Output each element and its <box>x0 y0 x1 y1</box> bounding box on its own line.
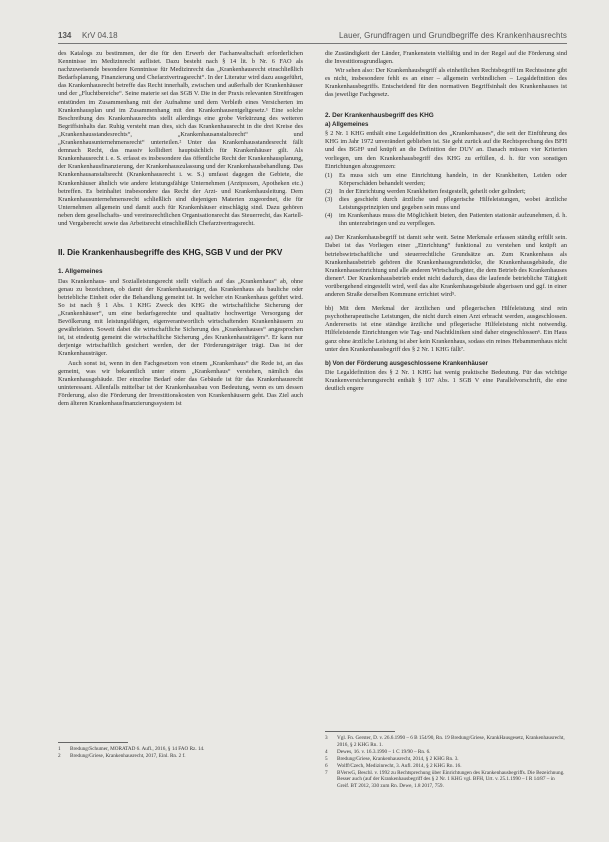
paragraph: aa) Der Krankenhausbegriff ist damit sehr weit. Seine Merkmale erfassen ständig erfüllt sein. Dabei ist das Vorliegen einer „Einrichtung“ funktional zu verstehen und knüpft an betriebswirtschaftliche und steuerrechtliche Grundsätze an. Zum Krankenhaus als Krankenhausbetrieb gehören die Krankenhausgrundstücke, die Krankenhausgebäude, die Krankenhauseinrichtung und alle anderen Wirtschaftsgüter, die dem Betrieb des Krankenhauses dienen⁴. Der Krankenhausbetrieb endet nicht dadurch, dass die laufende betriebliche Tätigkeit vorübergehend eingestellt wird, weil das alte Krankenhausgebäude abgerissen und ggf. in einer anderen Straße derselben Kommune errichtet wird⁵. <box>325 234 567 299</box>
list-item: (3) dies geschieht durch ärztliche und pflegerische Hilfeleistungen, wobei ärztliche Leistungsprinzipien und gegeben sein muss und <box>325 196 567 212</box>
paragraph: bb) Mit dem Merkmal der ärztlichen und pflegerischen Hilfeleistung sind rein psychotherapeutische Leistungen, die nicht durch einen Arzt erbracht werden, ausgeschlossen. Andererseits ist eine ständige ärztliche und pflegerische Hilfeleistung nicht notwendig. Hilfeleistende Einrichtungen wie Tag- und Nachtkliniken sind daher eingeschlossen⁶. Ein Haus ganz ohne ärztliche Leistung ist aber kein Krankenhaus, sodass ein reines Hebammenhaus nicht unter den Krankenhausbegriff des § 2 Nr. 1 KHG fällt⁷. <box>325 305 567 353</box>
footnote: 6 Wolff/Czech, Medizinrecht, 3. Aufl. 2014, § 2 KHG Rn. 16. <box>325 762 462 769</box>
footnotes-right <box>325 731 567 790</box>
paragraph: Das Krankenhaus- und Sozialleistungsrecht stellt vielfach auf das „Krankenhaus“ ab, ohne genau zu bezeichnen, ob damit der Krankenhausträger, das Krankenhaus als bauliche oder betriebliche Einheit oder die Behandlung gemeint ist. In welcher ein Krankenhaus geführt wird. So ist nach § 1 Abs. 1 KHG Zweck des KHG die wirtschaftliche Sicherung der „Krankenhäuser“, um eine bedarfsgerechte und qualitativ hochwertige Versorgung der Bevölkerung mit leistungsfähigen, eigenverantwortlich wirtschaftenden Krankenhäusern zu gewährleisten. Soweit dabei die wirtschaftliche Sicherung des „Krankenhauses“ angesprochen ist, ist eindeutig gemeint die wirtschaftliche Sicherung „des Krankenhausträgers“. Er kann nur derjenige wirtschaftlich gesichert werden, der der Förderungsträger trägt. Das ist der Krankenhausträger. <box>58 277 303 358</box>
list-item: (2) In der Einrichtung werden Krankheiten festgestellt, geheilt oder gelindert; <box>325 187 526 195</box>
right-column <box>325 50 567 394</box>
footnote: 4 Dewes, 16. v. 16.3.1990 – 1 C 19/90 – Rn. 6. <box>325 748 431 755</box>
footnote: 5 Bredung/Griese, Krankenhausrecht, 2014, § 2 KHG Rn. 3. <box>325 755 459 762</box>
page-number: 134 <box>58 31 72 40</box>
list-item: (1) Es muss sich um eine Einrichtung handeln, in der Krankheiten, Leiden oder Körperschäden behandelt werden; <box>325 171 567 187</box>
definition-list <box>325 172 567 229</box>
footnote: 7 BVerwG, Beschl. v. 1992 zu Rechtsprechung über Einrichtungen des Krankenhausbegriffs. Die Bezeichnung. Besser auch (auf der Krankenhausbegriff des § 2 Nr. 1 KHG vgl. BFH, Urt. v. 25.1.1990 – I R 14/87 – in Greif. BT 2012, 330 zum Rn. Dewe, 1.8 2017, 759. <box>325 769 565 790</box>
footnotes-left <box>58 742 303 760</box>
footnote: 1 Bredung/Schumer, MORATAD 6. Aufl., 2016, § 14 FAO Rz. 14. <box>58 746 205 752</box>
footnote-rule <box>58 742 128 743</box>
subsection-heading: b) Von der Förderung ausgeschlossene Krankenhäuser <box>325 359 488 367</box>
footnote: 3 Vgl. Fn. Gerster, D. v. 26.6.1990 – 6 B 154/90, Rn. 19 Bredung/Griese, KrankHausgesetz, Krankenhausrecht, 2016, § 2 KHG Rn. 1. <box>325 735 565 748</box>
paragraph: § 2 Nr. 1 KHG enthält eine Legaldefinition des „Krankenhauses“, die seit der Einführung des KHG im Jahr 1972 unverändert geblieben ist. Sie geht zurück auf die Rechtsprechung des BFH und des BGH³ und knüpft an die Definition der DUV an. Danach müssen vier Kriterien vorliegen, um den Krankenhausbegriff des KHG zu erfüllen, d. h. für von sonstigen Einrichtungen abzugrenzen: <box>325 130 567 170</box>
paragraph: Auch sonst ist, wenn in den Fachgesetzen von einem „Krankenhaus“ die Rede ist, an das gemeint, was wir bekanntlich unter einem „Krankenhaus“ verstehen, nämlich das Krankenhausgebäude. Der einzelne Bedarf oder das Gebäude ist für das Krankenhausrecht uninteressant. Allenfalls mittelbar ist der Krankenhausbau von Bedeutung, wenn es um dessen Förderung, also die Förderung der Investitionskosten von Krankenhäusern geht. Das Ziel auch dem älteren Krankenhausfinanzierungssystem ist <box>58 359 303 407</box>
subsection-heading: a) Allgemeines <box>325 121 369 129</box>
paragraph: die Zuständigkeit der Länder, Frankenstein vielfältig und in der Regel auf die Förderung sind die Investitionsgrundlagen. <box>325 50 567 66</box>
footnote: 2 Bredung/Griese, Krankenhausrecht, 2017, Einl. Rn. 2 f. <box>58 752 186 759</box>
journal-name: KrV 04.18 <box>82 31 118 40</box>
list-item: (4) im Krankenhaus muss die Möglichkeit bieten, den Patienten stationär aufzunehmen, d. h. ihn unterzubringen und zu verpflegen. <box>325 212 567 228</box>
page-header <box>58 30 567 44</box>
header-rule <box>58 43 567 44</box>
footnote-rule <box>325 731 395 732</box>
section-heading: II. Die Krankenhausbegriffe des KHG, SGB V und der PKV <box>58 248 283 258</box>
running-title: Lauer, Grundfragen und Grundbegriffe des Krankenhausrechts <box>338 31 567 40</box>
section-heading: 2. Der Krankenhausbegriff des KHG <box>325 111 434 119</box>
paragraph: Die Legaldefinition des § 2 Nr. 1 KHG hat wenig praktische Bedeutung. Für das wichtige Krankenversicherungsrecht enthält § 107 Abs. 1 SGB V eine Parallelvorschrift, die eine deutlich engere <box>325 368 567 393</box>
paragraph: des Katalogs zu bestimmen, der die für den Erwerb der Fachanwaltschaft erforderlichen Kenntnisse im Medizinrecht auflistet. Dazu besteht nach § 14 lit. b Nr. 6 FAO als nachzuweisende besondere Kenntnisse für Medizinrecht das „Krankenhausrecht einschließlich Bedarfsplanung, Finanzierung und Chefarztvertragsrecht“. In der Literatur wird dazu ausgeführt, das Krankenhausrecht betreffe das Recht innerhalb, zwischen und außerhalb der Krankenhäuser und der „Fluchtbereiche“. Seine materie sei das SGB V. Die in der Praxis relevanten Streitfragen entstünden im Zusammenhang mit der Aufnahme und dem Verbleib eines Versicherten im Krankenhausplan und im Zusammenhang mit den Krankenhausentgeltgesetz.¹ Eine solche Beschreibung des Krankenhausrechts stellt allerdings eine grobe Verkürzung des weiteren Begriffsinhalts dar. Ruhig versteht man dies, sich das Krankenhausrecht in die drei Kreise des „Krankenhausstandesrechts“, „Krankenhausanstaltsrecht“ und „Krankenhausunternehmensrecht“ unterteilen.² Unter das Krankenhausstandesrecht fällt demnach Recht, das massiv kollidiert hauptsächlich für Krankenhäuser gilt. Als Krankenhausrecht i. e. S. erfasst es insbesondere das öffentliche Recht der Krankenhausplanung, der Krankenhausfinanzierung, der Krankenhauszulassung und der Krankenhausbehandlung. Das Krankenhausanstaltsrecht (Krankenhausrecht i. w. S.) umfasst dagegen die Gebiete, die Krankenhäuser ähnlich wie andere leistungsfähige Unternehmen (Arztpraxen, Apotheken etc.) betreffen. Es beinhaltet insbesondere das Recht der Arzt- und Krankenhausleitung. Dem Krankenhausunternehmensrecht schließlich sind diejenigen Materien zugeordnet, die für Unternehmen allgemein und damit auch für Krankenhäuser einschlägig sind. Dazu gehören neben dem gesellschafts- und vereinsrechtlichen Organisationsrecht das Steuerrecht, das Kartell- und Vergaberecht sowie das Arbeitsrecht einschließlich Chefarztvertragsrecht. <box>58 50 303 227</box>
left-column <box>58 50 303 409</box>
paragraph: Wir sehen also: Der Krankenhausbegriff als einheitlichen Rechtsbegriff im Rechtssinne gibt es nicht, insbesondere fehlt es an einer – allgemein verbindlichen – Legaldefinition des Krankenhausbegriffs. Entscheidend für den normativen Begriffsinhalt des Krankenhauses ist das jeweilige Fachgesetz. <box>325 67 567 99</box>
subsection-heading: 1. Allgemeines <box>58 268 103 276</box>
